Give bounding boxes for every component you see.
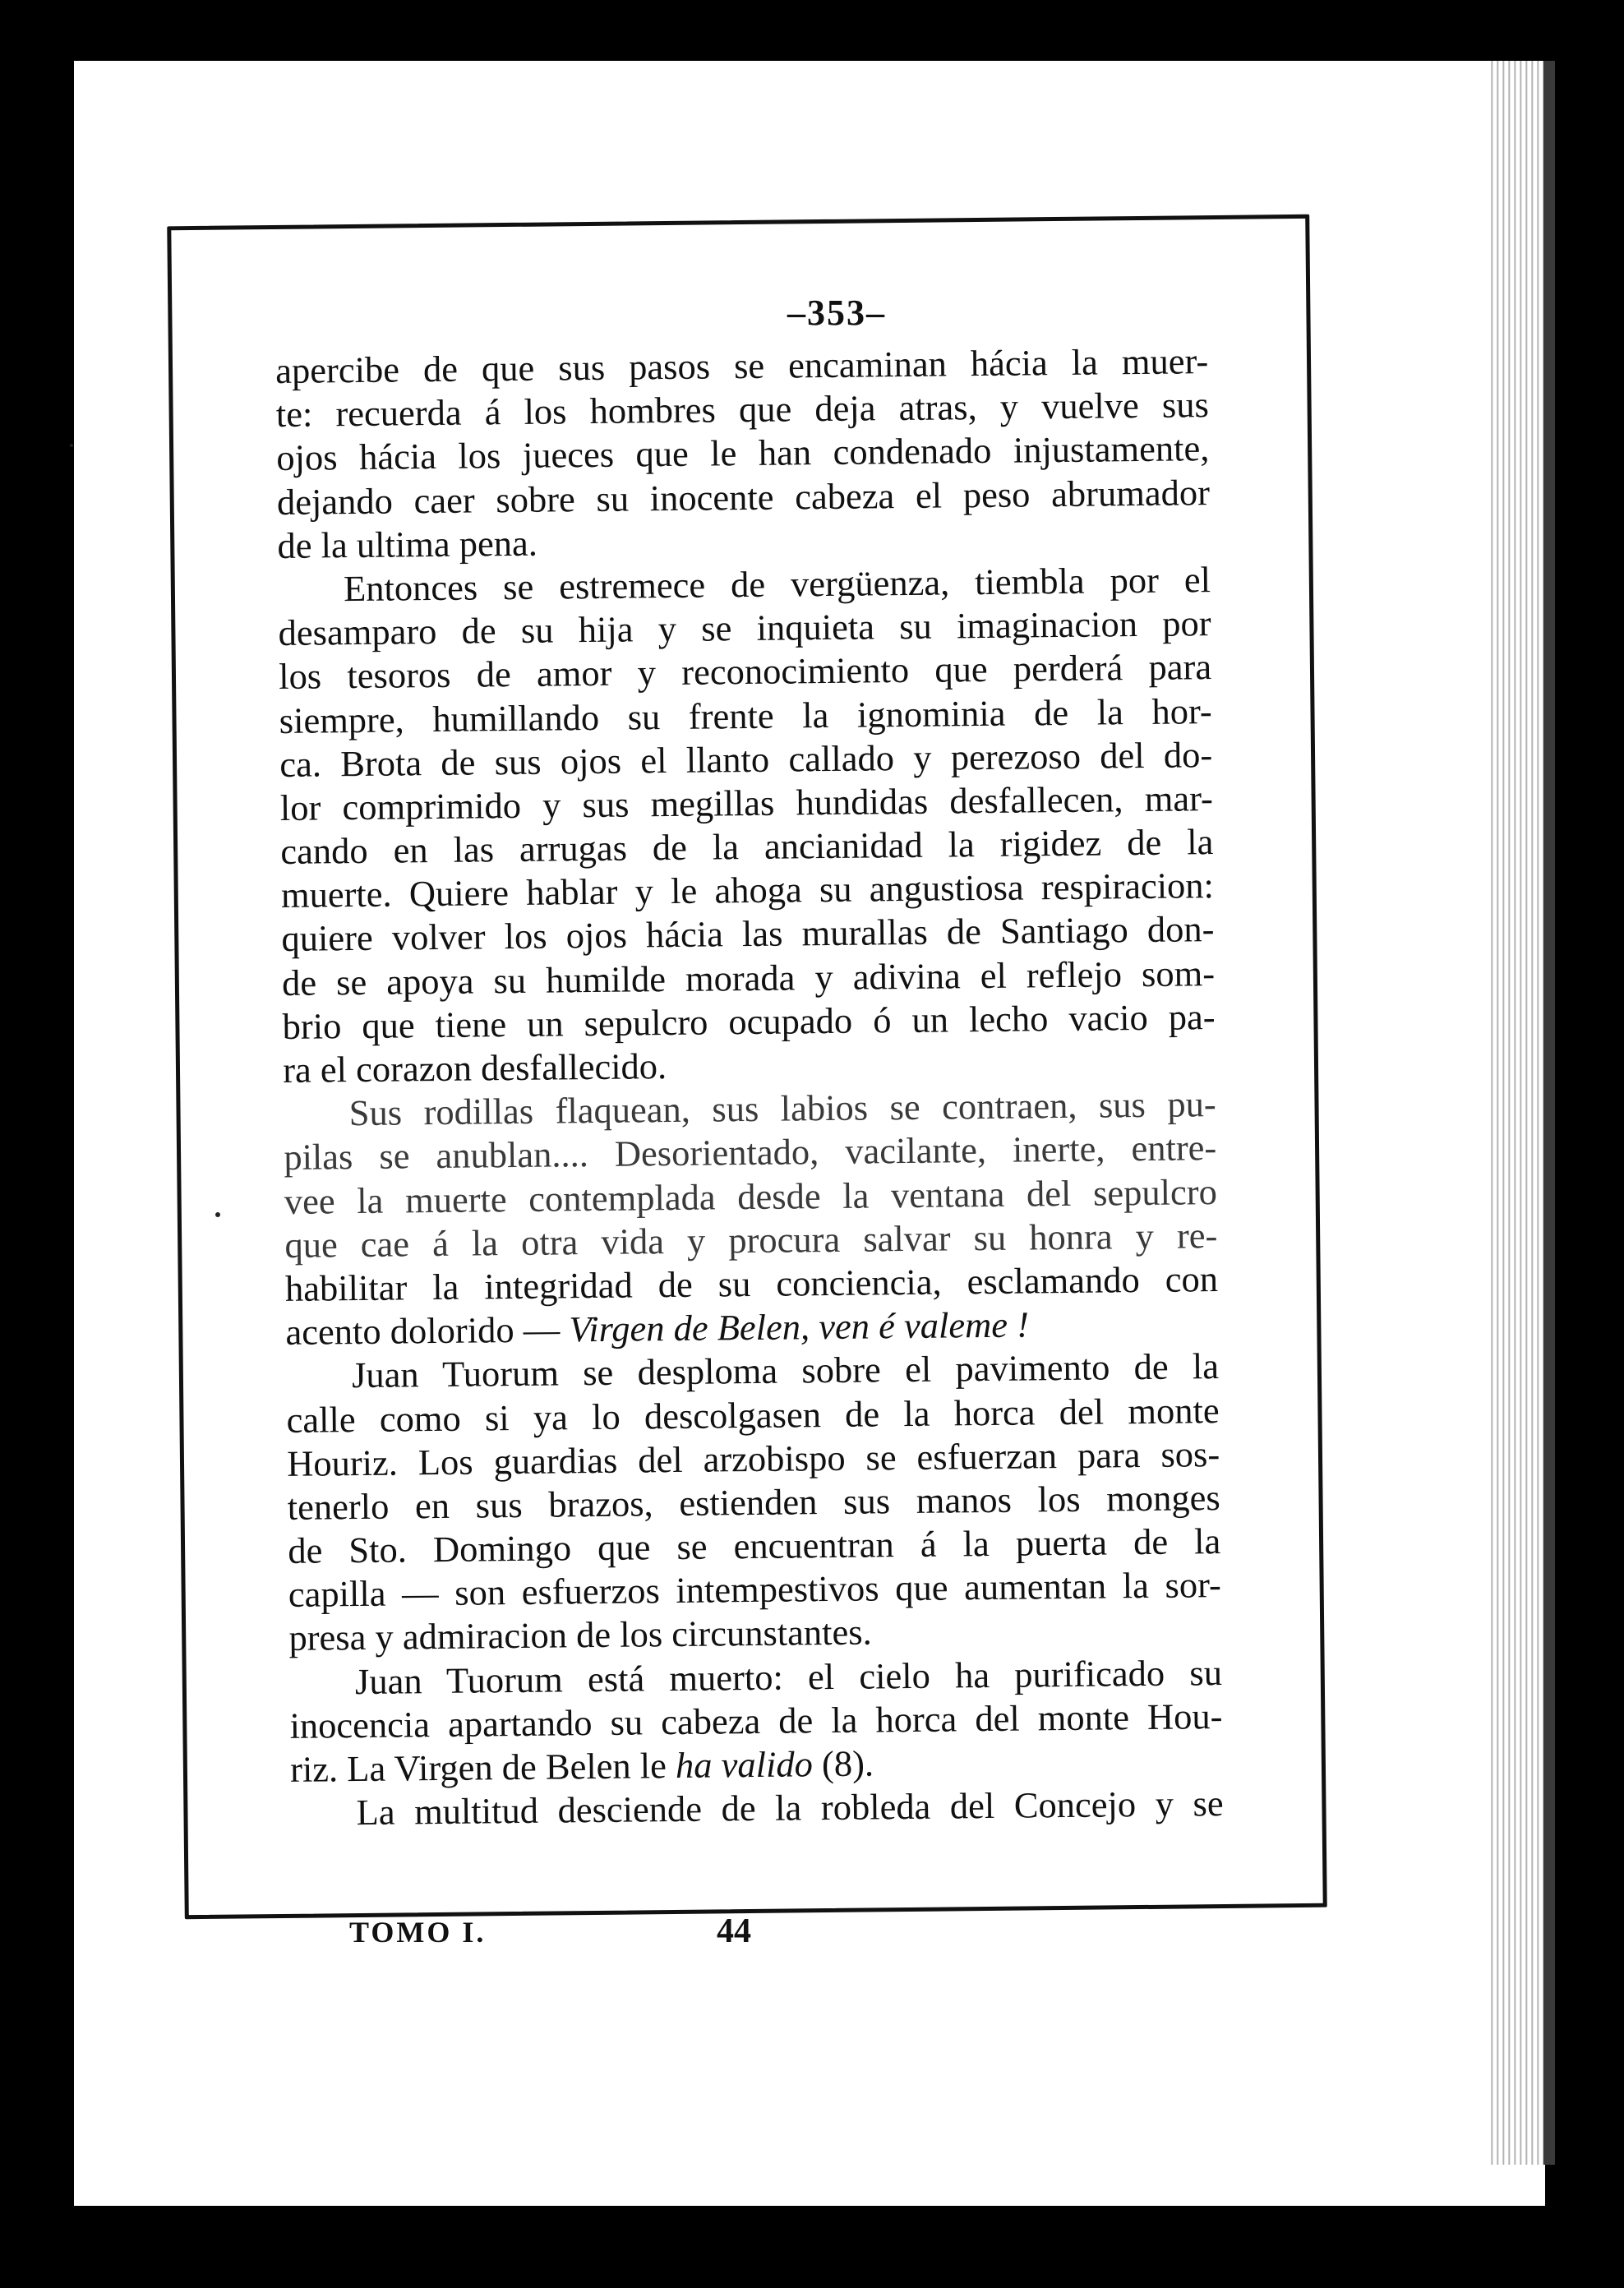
text-line: vee la muerte contemplada desde la ventana del sepulcro [284, 1170, 1218, 1222]
text-line: brio que tiene un sepulcro ocupado ó un lecho vacio pa- [282, 995, 1216, 1047]
italic-exclamation: Virgen de Belen, ven é valeme ! [569, 1303, 1030, 1350]
volume-signature: TOMO I. [349, 1916, 487, 1949]
print-speck [70, 444, 73, 447]
italic-ha-valido: ha valido [675, 1743, 814, 1786]
text-line: Entonces se estremece de vergüenza, tiembla por el [343, 559, 1211, 610]
folio-number: 44 [717, 1912, 751, 1950]
text-line: Juan Tuorum está muerto: el cielo ha purificado su [354, 1651, 1223, 1702]
text-line: los tesoros de amor y reconocimiento que perderá para [278, 646, 1212, 698]
text-line: ojos hácia los jueces que le han condenado injustamente, [276, 427, 1210, 479]
text-line: de Sto. Domingo que se encuentran á la puerta de la [288, 1520, 1221, 1571]
text-line-start: acento dolorido — [285, 1308, 561, 1354]
text-line: Sus rodillas flaquean, sus labios se contraen, sus pu- [348, 1083, 1216, 1134]
text-line: lor comprimido y sus megillas hundidas desfallecen, mar- [279, 777, 1214, 828]
note-reference: (8). [812, 1742, 874, 1785]
text-line: te: recuerda á los hombres que deja atras, y vuelve sus [275, 384, 1210, 436]
text-line: inocencia apartando su cabeza de la horca del monte Hou- [289, 1695, 1223, 1746]
print-speck [215, 1212, 220, 1217]
text-line: muerte. Quiere hablar y le ahoga su angustiosa respiracion: [280, 865, 1215, 916]
text-line: tenerlo en sus brazos, estienden sus manos los monges [287, 1476, 1220, 1528]
text-line-start: riz. La Virgen de Belen le [289, 1745, 667, 1790]
text-line: quiere volver los ojos hácia las murallas de Santiago don- [281, 908, 1215, 960]
text-line: ca. Brota de sus ojos el llanto callado y perezoso del do- [279, 733, 1213, 785]
text-line: que cae á la otra vida y procura salvar su honra y re- [284, 1214, 1218, 1266]
page-edge-shadow [1543, 61, 1555, 2165]
text-line: pilas se anublan.... Desorientado, vacilante, inerte, entre- [284, 1127, 1217, 1179]
body-text [275, 339, 1224, 1835]
text-line: dejando caer sobre su inocente cabeza el peso abrumador [276, 471, 1211, 523]
page-footer [0, 1912, 1624, 1964]
text-line: apercibe de que sus pasos se encaminan hácia la muer- [275, 340, 1209, 391]
text-line: Houriz. Los guardias del arzobispo se esfuerzan para sos- [286, 1432, 1220, 1484]
text-line: La multitud desciende de la robleda del Concejo y se [356, 1783, 1224, 1834]
text-line: calle como si ya lo descolgasen de la horca del monte [286, 1389, 1220, 1441]
text-line: capilla — son esfuerzos intempestivos que aumentan la sor- [288, 1564, 1222, 1616]
text-line: Juan Tuorum se desploma sobre el pavimento de la [351, 1345, 1220, 1396]
text-line: de la ultima pena. [277, 522, 538, 566]
page-number: –353– [787, 293, 886, 333]
text-line: habilitar la integridad de su conciencia, esclamando con [284, 1257, 1219, 1309]
text-line: siempre, humillando su frente la ignominia de la hor- [279, 690, 1212, 741]
text-line: ra el corazon desfallecido. [282, 1045, 667, 1091]
text-line: de se apoya su humilde morada y adivina el reflejo som- [281, 952, 1216, 1003]
text-line: cando en las arrugas de la ancianidad la rigidez de la [280, 821, 1214, 873]
text-line: presa y admiracion de los circunstantes. [288, 1611, 872, 1659]
text-line: desamparo de su hija y se inquieta su imaginacion por [278, 602, 1211, 654]
